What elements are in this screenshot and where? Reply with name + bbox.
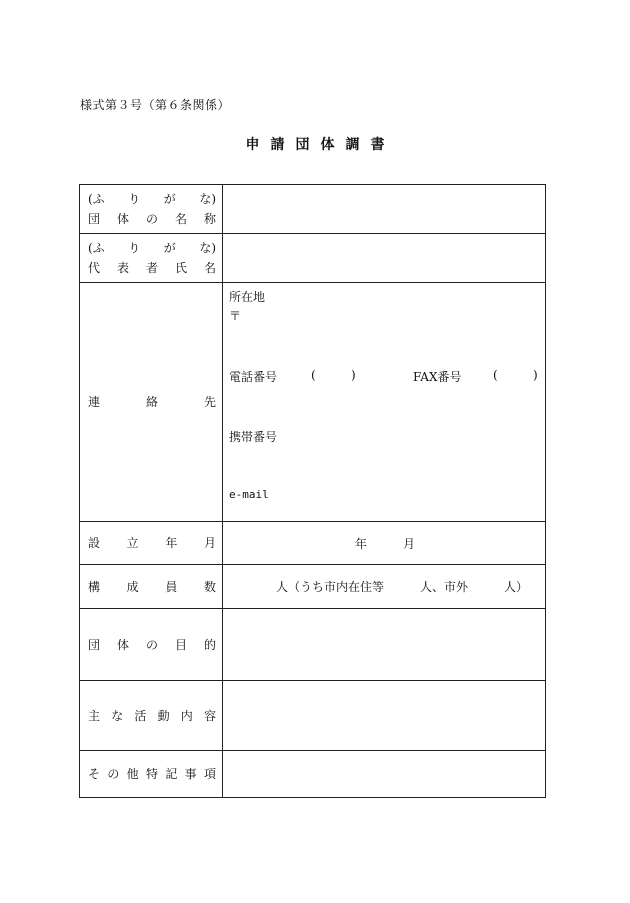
label-other xyxy=(80,751,223,798)
contact-field[interactable] xyxy=(223,283,546,522)
organization-name-label: 団 体 の 名 称 xyxy=(88,212,216,226)
mobile-label: 携帯番号 xyxy=(229,430,278,444)
organization-name-field[interactable] xyxy=(223,185,546,234)
furigana-label: (ふ り が な) xyxy=(88,241,216,255)
label-activity xyxy=(80,681,223,751)
row-activity xyxy=(80,681,546,751)
row-organization-name xyxy=(80,185,546,234)
document-title xyxy=(0,134,630,154)
row-established xyxy=(80,522,546,565)
representative-name-label: 代 表 者 氏 名 xyxy=(88,261,216,275)
label-purpose xyxy=(80,609,223,681)
furigana-label: (ふ り が な) xyxy=(88,192,216,206)
application-form-table xyxy=(79,184,546,798)
label-organization-name xyxy=(80,185,223,234)
purpose-field[interactable] xyxy=(223,609,546,681)
fax-label: FAX番号 xyxy=(413,370,462,384)
phone-paren-close: ) xyxy=(351,368,356,382)
year-unit: 年 xyxy=(355,537,368,551)
label-contact xyxy=(80,283,223,522)
label-representative xyxy=(80,234,223,283)
document-title-text: 申請団体調書 xyxy=(245,137,396,153)
members-value: 人（うち市内在住等 人、市外 人） xyxy=(276,580,529,594)
label-established xyxy=(80,522,223,565)
postal-mark: 〒 xyxy=(229,309,242,323)
phone-label: 電話番号 xyxy=(229,370,278,384)
address-label: 所在地 xyxy=(229,290,266,304)
row-purpose xyxy=(80,609,546,681)
established-field[interactable] xyxy=(223,522,546,565)
row-members xyxy=(80,565,546,609)
other-label: そ の 他 特 記 事 項 xyxy=(88,767,216,781)
month-unit: 月 xyxy=(403,537,416,551)
row-other xyxy=(80,751,546,798)
row-representative xyxy=(80,234,546,283)
members-field[interactable] xyxy=(223,565,546,609)
established-label: 設 立 年 月 xyxy=(88,536,216,550)
fax-paren-open: ( xyxy=(493,368,498,382)
contact-label: 連 絡 先 xyxy=(88,395,216,409)
form-number: 様式第３号（第６条関係） xyxy=(80,98,231,112)
purpose-label: 団 体 の 目 的 xyxy=(88,637,216,652)
activity-field[interactable] xyxy=(223,681,546,751)
other-field[interactable] xyxy=(223,751,546,798)
representative-name-field[interactable] xyxy=(223,234,546,283)
row-contact xyxy=(80,283,546,522)
activity-label: 主 な 活 動 内 容 xyxy=(88,708,216,723)
label-members xyxy=(80,565,223,609)
fax-paren-close: ) xyxy=(533,368,538,382)
email-label: e-mail xyxy=(229,488,269,501)
members-label: 構 成 員 数 xyxy=(88,579,216,594)
phone-paren-open: ( xyxy=(311,368,316,382)
